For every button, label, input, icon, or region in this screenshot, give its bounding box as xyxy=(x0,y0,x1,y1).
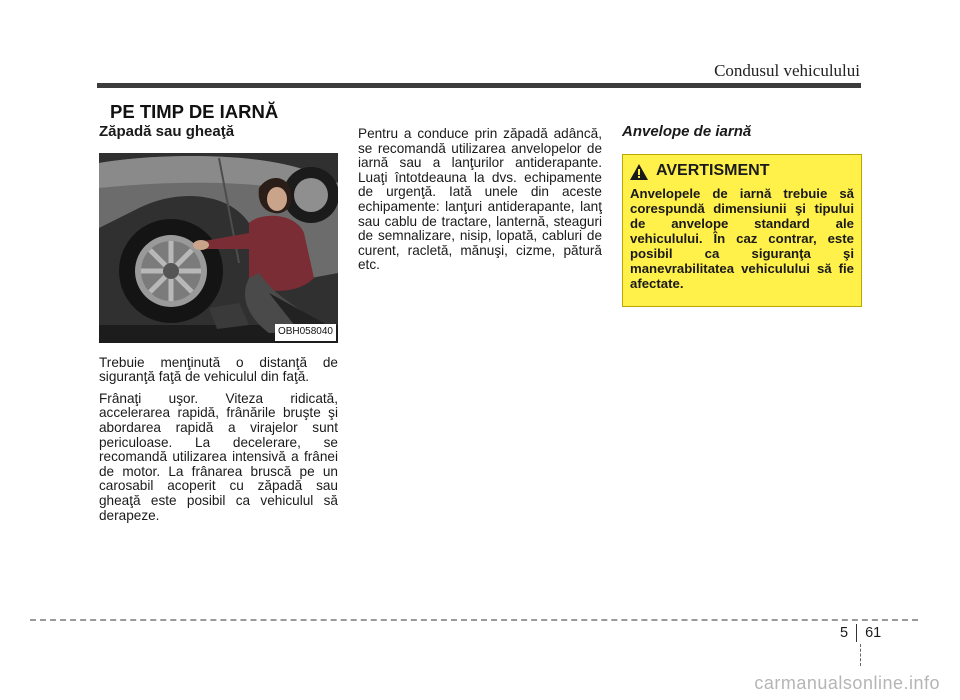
column-left xyxy=(99,125,338,530)
footer-rule xyxy=(30,619,918,621)
warning-triangle-icon xyxy=(630,164,648,180)
warning-box xyxy=(622,154,862,307)
illustration-drawing xyxy=(99,153,338,343)
watermark: carmanualsonline.info xyxy=(754,673,940,693)
chapter-number: 5 xyxy=(840,625,849,641)
page-number-value: 61 xyxy=(865,625,882,641)
illustration-woman-fitting-tire-chains xyxy=(99,153,338,343)
footer-tick xyxy=(860,644,861,666)
paragraph-distance: Trebuie menţinută o distanţă de siguranţă faţă de vehiculul din faţă. xyxy=(99,354,338,385)
warning-title: AVERTISMENT xyxy=(656,162,770,180)
page-number xyxy=(840,624,881,642)
column-middle xyxy=(358,127,602,280)
figure-code: OBH058040 xyxy=(275,324,336,341)
subheading-snow-ice: Zăpadă sau gheaţă xyxy=(99,123,235,140)
paragraph-deep-snow: Pentru a conduce prin zăpadă adâncă, se recomandă utilizarea anvelopelor de iarnă sau a lanţurilor antiderapante. Luaţi întotdeauna la dvs. echipamente de urgenţă. Iată unele din aceste echipamente: lanţuri antiderapante, lanţ sau cablu de tractare, lanternă, steaguri de semnalizare, nisip, lopată, cabluri de curent, racletă, mănuşi, cizme, pătură etc. xyxy=(358,126,602,273)
page-number-separator xyxy=(856,624,857,642)
paragraph-braking: Frânaţi uşor. Viteza ridicată, accelerarea rapidă, frânările bruşte şi abordarea rapidă a virajelor sunt periculoase. La decelerare, se recomandă utilizarea intensivă a frânei de motor. La frânarea bruscă pe un carosabil acoperit cu zăpadă sau gheaţă este posibil ca vehiculul să derapeze. xyxy=(99,390,338,523)
warning-header xyxy=(630,164,854,180)
warning-text: Anvelopele de iarnă trebuie să corespundă dimensiunii şi tipului de anvelope standard ale vehiculului. În caz contrar, este posibil ca siguranţa şi manevrabilitatea vehiculului să fie afectate. xyxy=(630,185,854,291)
header-rule xyxy=(97,83,861,88)
section-title: PE TIMP DE IARNĂ xyxy=(110,101,279,122)
subheading-winter-tires: Anvelope de iarnă xyxy=(622,123,752,140)
column-right xyxy=(622,125,862,307)
running-header: Condusul vehiculului xyxy=(714,61,860,80)
